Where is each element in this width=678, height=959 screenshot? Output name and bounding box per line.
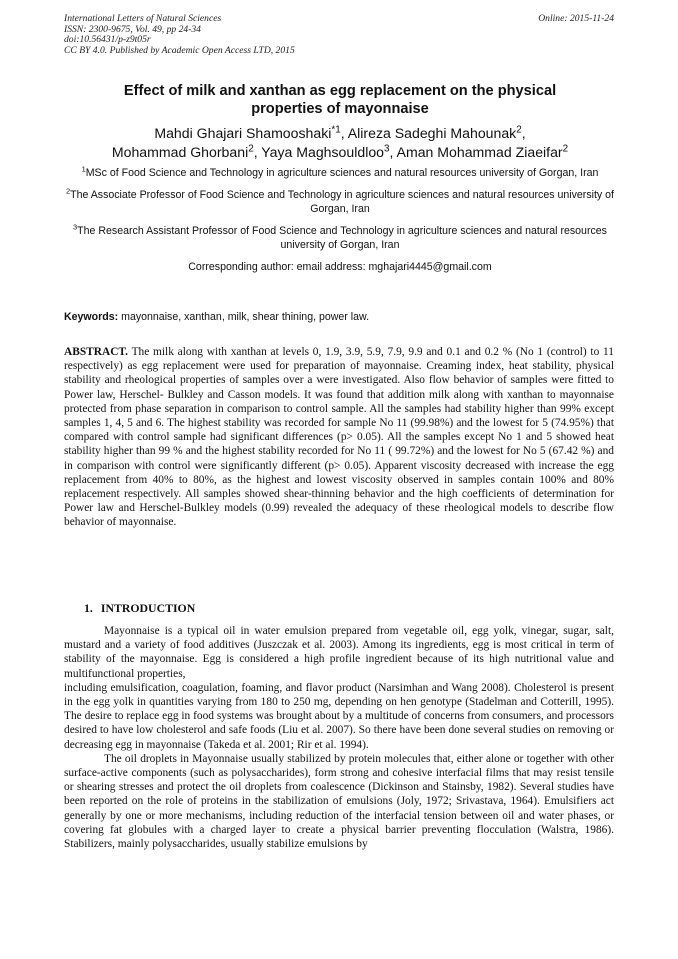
paper-title — [60, 82, 620, 118]
abstract — [64, 345, 614, 530]
author-separator: , — [521, 125, 526, 141]
journal-name: International Letters of Natural Sciences — [64, 13, 222, 24]
abstract-label: ABSTRACT. — [64, 346, 129, 358]
paragraph-continued: including emulsification, coagulation, foaming, and flavor product (Narsimhan and Wang 2008). Cholesterol is present in the egg yolk in quantities varying from 180 to 250 mg, depending on hen genotype (Stadelman and Cotterill, 1995). The desire to replace egg in food systems was brought about by a multitude of concerns from consumers, and processors desired to have low cholesterol and safe foods (Liu et al. 2007). So there have been done several studies on removing or decreasing egg in mayonnaise (Takeda et al. 2001; Rir et al. 1994). — [64, 681, 614, 751]
author-affiliation-mark: 2 — [562, 143, 569, 155]
author-name: , Yaya Maghsouldloo — [253, 144, 385, 160]
title-line-1: Effect of milk and xanthan as egg replacement on the physical — [123, 83, 557, 99]
affiliation-text: The Research Assistant Professor of Food Science and Technology in agriculture sciences and natural resources university of Gorgan, Iran — [77, 225, 607, 251]
paragraph: Mayonnaise is a typical oil in water emulsion prepared from vegetable oil, egg yolk, vinegar, sugar, salt, mustard and a variety of food additives (Juszczak et al. 2003). Among its ingredients, egg is most critical in term of stability of the mayonnaise. Egg is considered a high profile ingredient because of its high nutritional value and multifunctional properties, — [64, 625, 614, 680]
author-line-1 — [40, 124, 640, 143]
journal-issn: ISSN: 2300-9675, Vol. 49, pp 24-34 — [64, 23, 201, 35]
journal-header — [64, 14, 614, 56]
section-number: 1. — [84, 601, 93, 615]
section-heading — [84, 601, 203, 616]
journal-doi: doi:10.56431/p-z9t05r — [64, 34, 151, 45]
journal-license: CC BY 4.0. Published by Academic Open Access LTD, 2015 — [64, 44, 295, 56]
affiliation-text: The Associate Professor of Food Science and Technology in agriculture sciences and natural resources university of Gorgan, Iran — [70, 189, 615, 215]
keywords-label: Keywords: — [64, 311, 119, 323]
author-name: , Aman Mohammad Ziaeifar — [389, 144, 563, 160]
keywords-text: mayonnaise, xanthan, milk, shear thining, power law. — [118, 311, 370, 323]
paragraph: The oil droplets in Mayonnaise usually stabilized by protein molecules that, either alone or together with other surface-active components (such as polysaccharides), form strong and cohesive interfacial films that may resist tensile or shearing stresses and protect the oil droplets from coalescence (Dickinson and Stainsby, 1982). Several studies have been reported on the role of proteins in the stabilization of emulsions (Joly, 1972; Srivastava, 1964). Emulsifiers act generally by one or more mechanisms, including reduction of the interfacial tension between oil and water phases, or covering fat globules with a charged layer to create a physical barrier preventing flocculation (Walstra, 1986). Stabilizers, mainly polysaccharides, usually stabilize emulsions by — [64, 752, 614, 851]
author-list — [40, 124, 640, 162]
author-name: Mahdi Ghajari Shamooshaki — [154, 125, 332, 141]
corresponding-author: Corresponding author: email address: mghajari4445@gmail.com — [188, 261, 492, 273]
affiliations — [60, 166, 620, 282]
keywords — [64, 311, 616, 323]
affiliation-mark: 2 — [65, 186, 71, 196]
abstract-text: The milk along with xanthan at levels 0, 1.9, 3.9, 5.9, 7.9, 9.9 and 0.1 and 0.2 % (No 1 (control) to 11 respectively) as egg replacement were used for preparation of mayonnaise. Creaming index, heat stability, physical stability and rheological properties of samples over a were investigated. Also flow behavior of samples were fitted to Power law, Herschel- Bulkley and Casson models. It was found that addition milk along with xanthan to mayonnaise protected from phase separation in comparison to control sample. All the samples had stability higher than 99% except samples 1, 4, 5 and 6. The highest stability was recorded for sample No 11 (99.98%) and the lowest for 5 (74.95%) that compared with control sample had significant differences (p> 0.05). All the samples except No 1 and 5 showed heat stability higher than 99 % and the highest stability recorded for No 11 ( 99.72%) and the lowest for No 5 (67.42 %) and in comparison with control were significantly different (p> 0.05). Apparent viscosity decreased with increase the egg replacement from 40% to 80%, as the highest and lowest viscosity observed in samples contain 100% and 80% replacement respectively. All samples showed shear-thinning behavior and the high coefficients of determination for Power law and Herschel-Bulkley models (0.99) revealed the adequacy of these rheological models to describe flow behavior of mayonnaise. — [64, 346, 614, 529]
author-affiliation-mark: 2 — [248, 143, 254, 155]
affiliation-mark: 3 — [73, 222, 78, 232]
affiliation-1 — [60, 166, 620, 180]
introduction-body — [64, 624, 614, 851]
title-line-2: properties of mayonnaise — [251, 101, 429, 117]
author-affiliation-mark: 3 — [384, 143, 390, 155]
author-name: , Alireza Sadeghi Mahounak — [340, 125, 517, 141]
author-affiliation-mark: *1 — [331, 124, 341, 136]
affiliation-2 — [60, 188, 620, 216]
author-name: Mohammad Ghorbani — [111, 144, 249, 160]
online-date: Online: 2015-11-24 — [538, 13, 614, 24]
affiliation-3 — [60, 224, 620, 252]
section-title: INTRODUCTION — [100, 601, 196, 615]
author-affiliation-mark: 2 — [516, 124, 522, 136]
author-line-2 — [40, 143, 640, 162]
affiliation-mark: 1 — [81, 164, 86, 174]
affiliation-text: MSc of Food Science and Technology in agriculture sciences and natural resources university of Gorgan, Iran — [85, 167, 599, 179]
